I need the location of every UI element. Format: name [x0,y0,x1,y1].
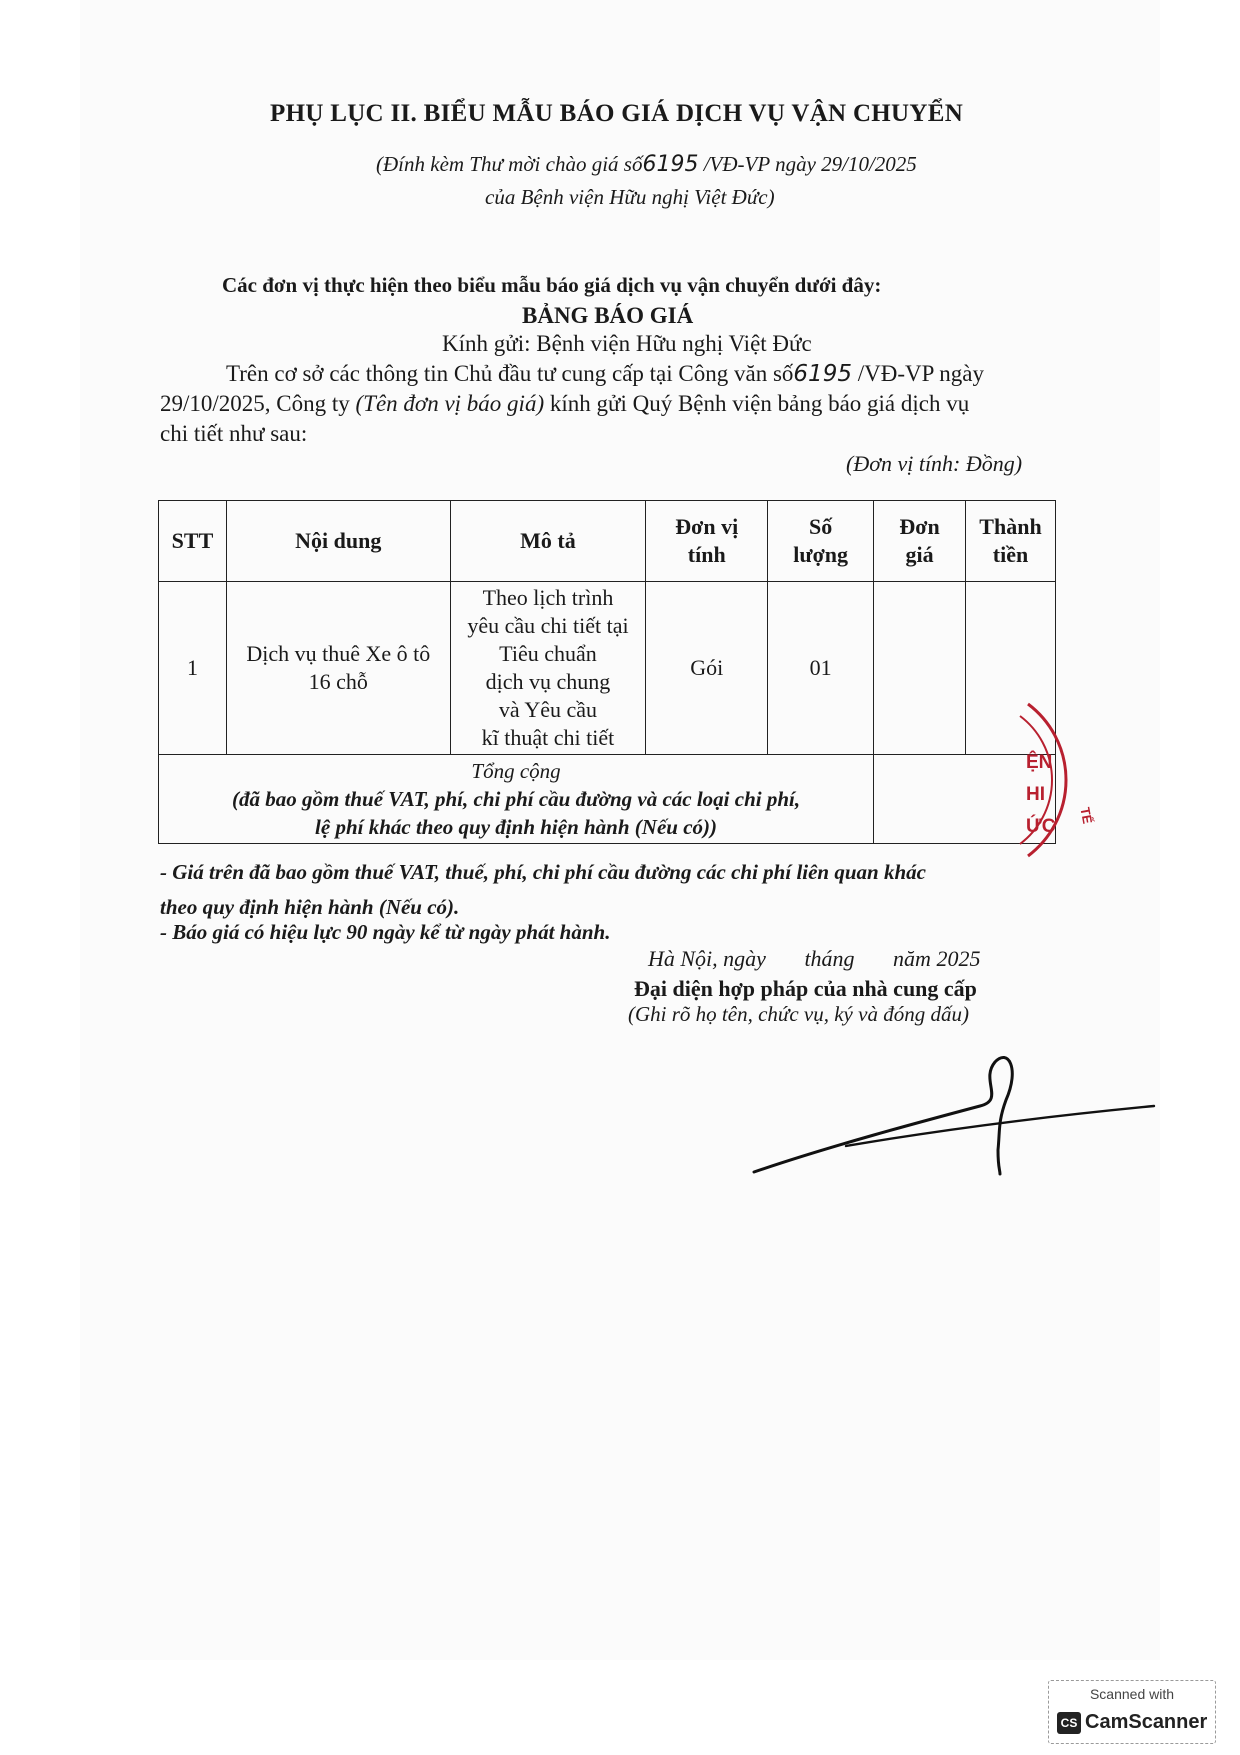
red-seal-stamp [1018,700,1118,860]
table-row [159,582,1056,755]
header-total-line-1: Thành [979,514,1042,539]
cell-unit-price [874,582,966,755]
header-qty-line-2: lượng [793,542,848,567]
note-line-2: theo quy định hiện hành (Nếu có). [160,895,460,919]
desc-line-1: Theo lịch trình [482,585,614,610]
representative-title: Đại diện hợp pháp của nhà cung cấp [634,976,977,1001]
scanned-with-label: Scanned with [1089,1686,1175,1702]
header-stt: STT [159,501,227,582]
handwritten-letter-number: 6195 [642,152,699,177]
total-note-line-2: lệ phí khác theo quy định hiện hành (Nếu có)) [315,815,718,839]
paragraph-request: kính gửi Quý Bệnh viện bảng báo giá dịch vụ [549,391,970,416]
cell-description [450,582,646,755]
stamp-text-3: ỨC [1026,816,1056,837]
total-note-line-1: (đã bao gồm thuế VAT, phí, chi phí cầu đường và các loại chi phí, [231,787,801,811]
paragraph-line-3: chi tiết như sau: [160,421,308,446]
cell-content [226,582,450,755]
paragraph-company-placeholder: (Tên đơn vị báo giá) [355,391,545,416]
note-line-3: - Báo giá có hiệu lực 90 ngày kể từ ngày phát hành. [160,920,611,944]
header-qty-line-1: Số [809,514,833,539]
content-line-1: Dịch vụ thuê Xe ô tô [246,641,431,666]
header-unit [646,501,768,582]
note-line-1: - Giá trên đã bao gồm thuế VAT, thuế, phí, chi phí cầu đường các chi phí liên quan khác [160,860,926,884]
header-price-line-1: Đơn [899,514,940,539]
desc-line-5: và Yêu cầu [498,697,598,722]
paragraph-line-1 [226,361,984,387]
cell-quantity: 01 [768,582,874,755]
representative-note: (Ghi rõ họ tên, chức vụ, ký và đóng dấu) [628,1002,969,1026]
attachment-line-1 [376,152,917,177]
desc-line-3: Tiêu chuẩn [499,641,597,666]
desc-line-2: yêu cầu chi tiết tại [467,613,629,638]
document-title: PHỤ LỤC II. BIỂU MẪU BÁO GIÁ DỊCH VỤ VẬN CHUYỂN [270,100,964,127]
table-total-row [159,755,1056,844]
camscanner-name: CamScanner [1085,1711,1208,1733]
quote-heading: BẢNG BÁO GIÁ [522,303,694,328]
header-unit-line-1: Đơn vị [675,514,739,539]
stamp-text-side: TẾ [1077,806,1096,825]
recipient-line: Kính gửi: Bệnh viện Hữu nghị Việt Đức [442,331,812,356]
paragraph-line-2 [160,391,969,417]
desc-line-4: dịch vụ chung [485,669,611,694]
handwritten-dispatch-number: 6195 [793,361,852,387]
header-quantity [768,501,874,582]
attachment-line-2: của Bệnh viện Hữu nghị Việt Đức) [485,185,775,209]
stamp-text-1: ỆN [1026,752,1053,773]
handwritten-signature [750,1050,1160,1180]
attachment-prefix: (Đính kèm Thư mời chào giá số [376,152,643,176]
currency-unit-note: (Đơn vị tính: Đồng) [846,451,1023,476]
total-label: Tổng cộng [471,759,561,783]
stamp-text-2: HI [1026,784,1045,805]
total-label-cell [159,755,874,844]
paragraph-date-company: 29/10/2025, Công ty [160,391,350,416]
header-unit-line-2: tính [687,542,726,567]
date-line: Hà Nội, ngày tháng năm 2025 [648,946,981,971]
header-price-line-2: giá [905,542,934,567]
header-content: Nội dung [226,501,450,582]
header-total [965,501,1055,582]
desc-line-6: kĩ thuật chi tiết [481,725,615,750]
table-header-row [159,501,1056,582]
quote-table [158,500,1056,844]
paragraph-suffix: /VĐ-VP ngày [857,361,984,386]
paragraph-prefix: Trên cơ sở các thông tin Chủ đầu tư cung cấp tại Công văn số [226,361,794,386]
header-total-line-2: tiền [992,542,1029,567]
header-unit-price [874,501,966,582]
content-line-2: 16 chỗ [308,669,368,694]
attachment-suffix: /VĐ-VP ngày 29/10/2025 [703,152,917,176]
header-description: Mô tả [450,501,646,582]
camscanner-logo-icon: CS [1057,1712,1081,1734]
cell-stt: 1 [159,582,227,755]
intro-line: Các đơn vị thực hiện theo biểu mẫu báo giá dịch vụ vận chuyển dưới đây: [222,273,882,297]
cell-unit: Gói [646,582,768,755]
camscanner-badge [1048,1680,1216,1744]
